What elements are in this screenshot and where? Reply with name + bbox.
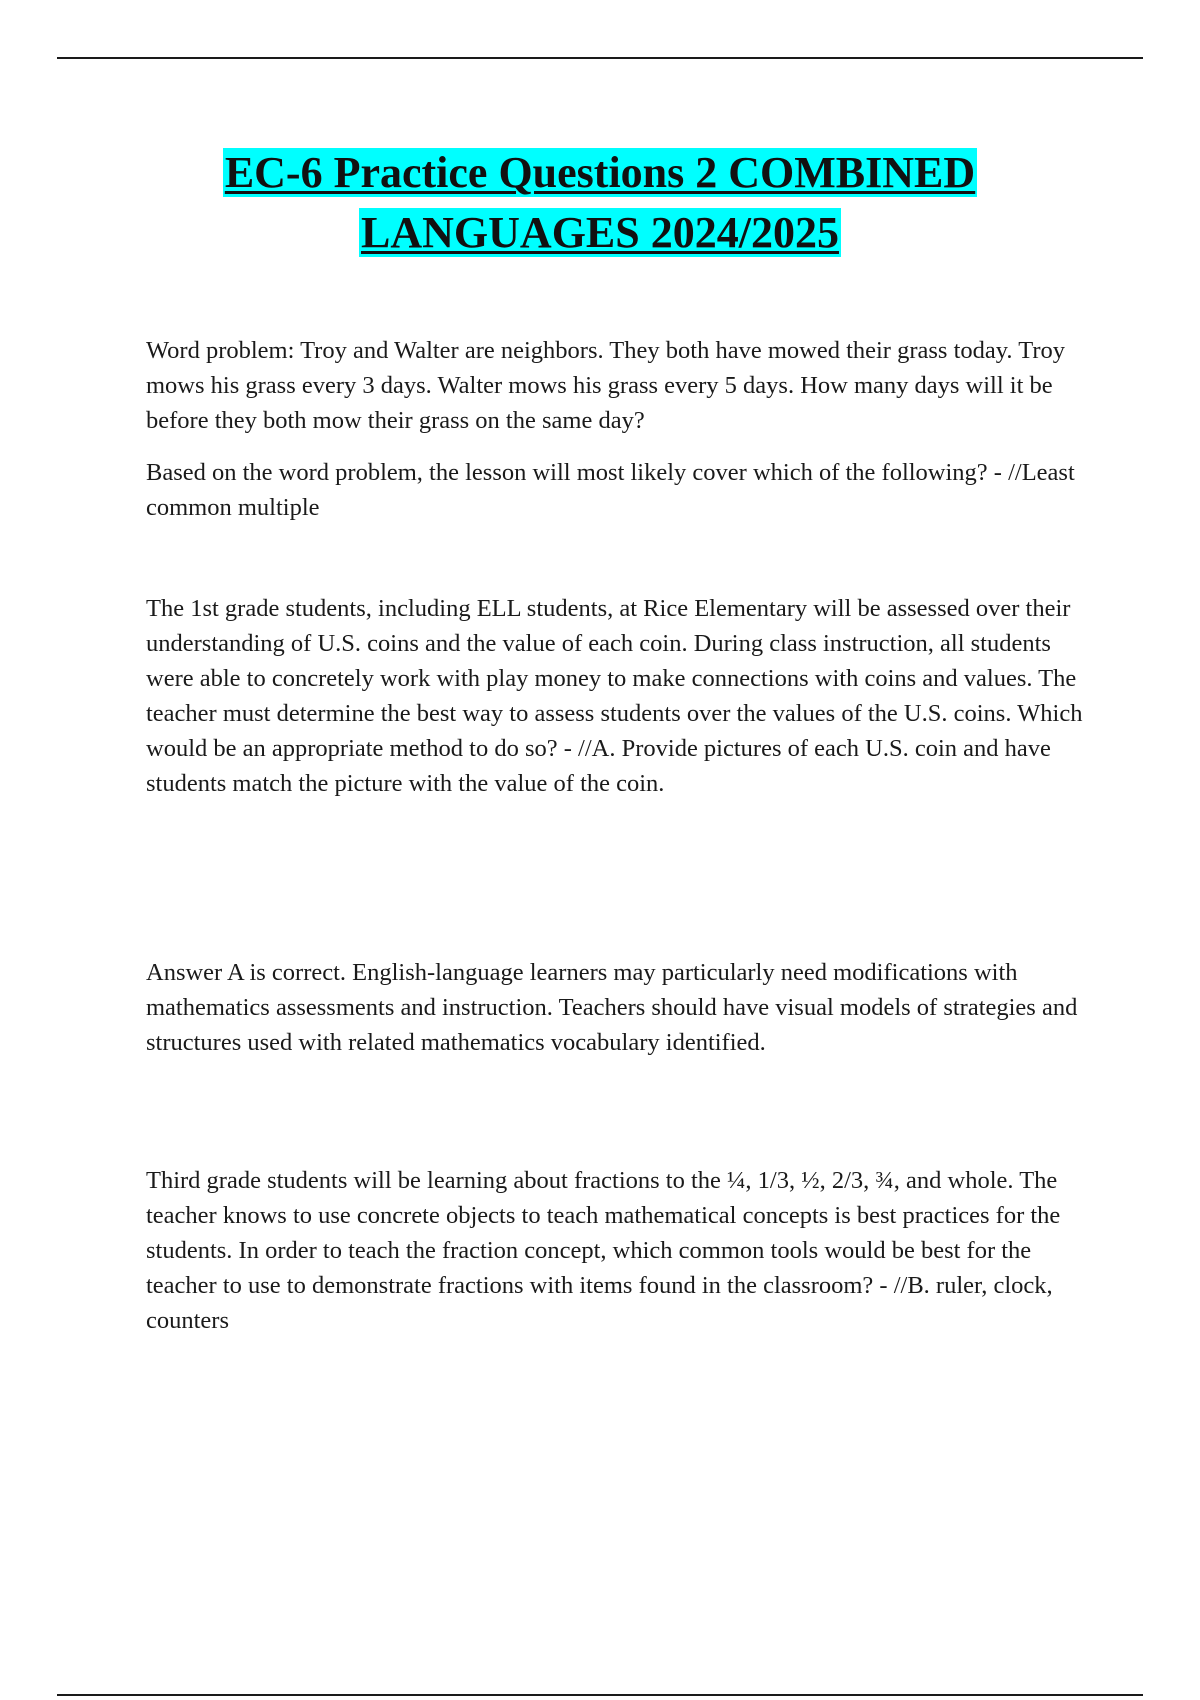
lesson-question-paragraph: Based on the word problem, the lesson will most likely cover which of the following? - //Least common multiple xyxy=(146,459,1075,521)
word-problem-paragraph: Word problem: Troy and Walter are neighbors. They both have mowed their grass today. Troy mows his grass every 3 days. Walter mows his grass every 5 days. How many days will it be before they both mow their grass on the same day? xyxy=(146,337,1065,434)
bottom-rule xyxy=(57,1694,1143,1696)
top-rule xyxy=(57,57,1143,59)
title-line-1: EC-6 Practice Questions 2 COMBINED xyxy=(224,148,976,197)
fractions-question-paragraph: Third grade students will be learning about fractions to the ¼, 1/3, ½, 2/3, ¾, and whole. The teacher knows to use concrete objects to teach mathematical concepts is best practices for the students. In order to teach the fraction concept, which common tools would be best for the teacher to use to demonstrate fractions with items found in the classroom? - //B. ruler, clock, counters xyxy=(146,1167,1061,1334)
answer-explanation-paragraph: Answer A is correct. English-language learners may particularly need modifications with mathematics assessments and instruction. Teachers should have visual models of strategies and structures used with related mathematics vocabulary identified. xyxy=(146,959,1078,1056)
coins-question-paragraph: The 1st grade students, including ELL students, at Rice Elementary will be assessed over their understanding of U.S. coins and the value of each coin. During class instruction, all students were able to concretely work with play money to make connections with coins and values. The teacher must determine the best way to assess students over the values of the U.S. coins. Which would be an appropriate method to do so? - //A. Provide pictures of each U.S. coin and have students match the picture with the value of the coin. xyxy=(146,595,1083,797)
title-line-2: LANGUAGES 2024/2025 xyxy=(361,208,839,257)
document-title xyxy=(100,143,1100,263)
